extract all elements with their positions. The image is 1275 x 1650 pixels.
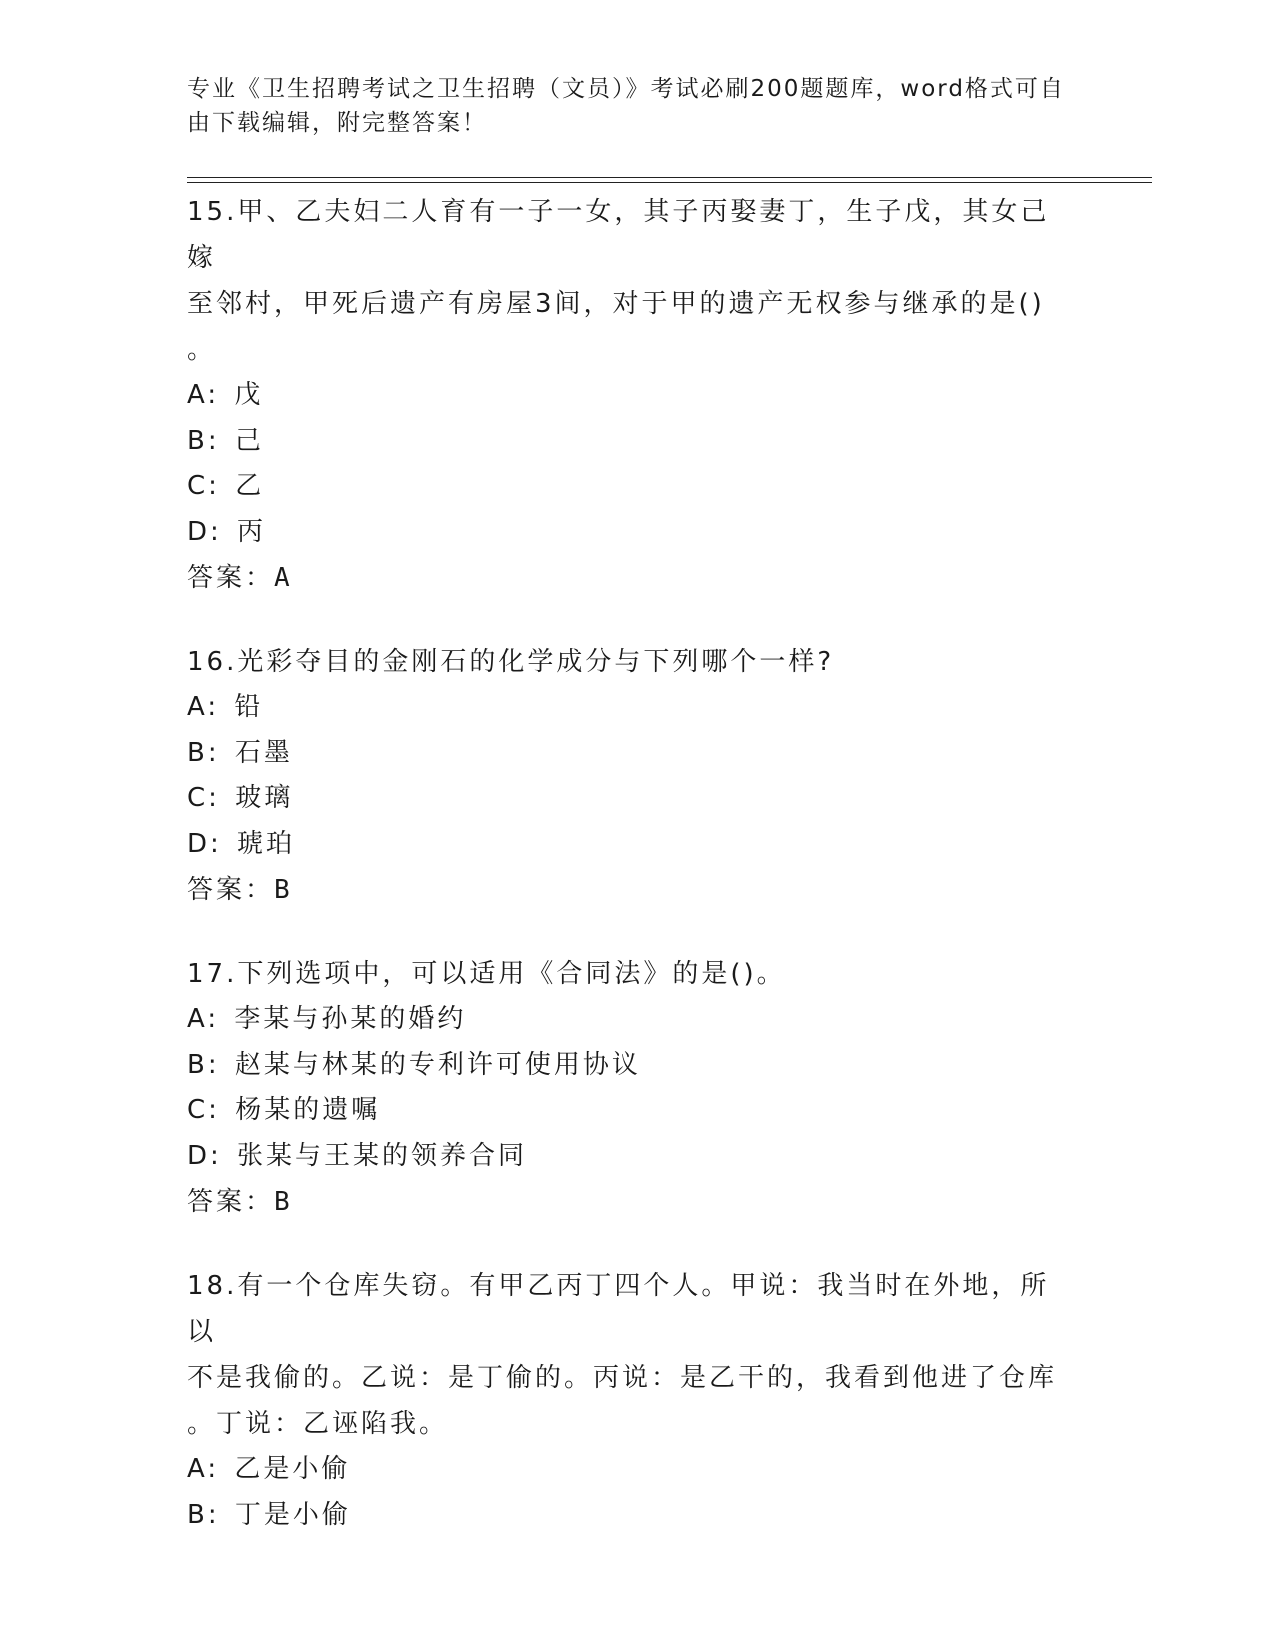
option-b — [187, 1043, 1077, 1089]
option-c — [187, 776, 1077, 822]
answer-line — [187, 1179, 1077, 1225]
answer-value: B — [274, 1187, 290, 1217]
question-stem-line: 至邻村，甲死后遗产有房屋3间，对于甲的遗产无权参与继承的是() — [187, 289, 1045, 319]
answer-line — [187, 867, 1077, 913]
question-stem-line: 17.下列选项中，可以适用《合同法》的是()。 — [187, 959, 786, 989]
option-text: 己 — [234, 425, 264, 456]
option-letter: D: — [187, 828, 222, 859]
option-letter: C: — [187, 1095, 220, 1125]
option-c — [187, 464, 1077, 510]
option-letter: D: — [187, 516, 222, 547]
option-letter: B: — [187, 1499, 220, 1530]
header-title: 专业《卫生招聘考试之卫生招聘（文员）》考试必刷200题题库，word格式可自由下载编辑，附完整答案！ — [187, 76, 1065, 136]
document-header — [187, 72, 1067, 140]
answer-label: 答案： — [187, 563, 275, 593]
question-stem-line: 不是我偷的。乙说：是丁偷的。丙说：是乙干的，我看到他进了仓库 — [187, 1363, 1058, 1393]
option-text: 乙 — [235, 471, 265, 501]
question-stem-line: 15.甲、乙夫妇二人育有一子一女，其子丙娶妻丁，生子戊，其女己嫁 — [187, 197, 1050, 273]
option-letter: D: — [187, 1140, 222, 1171]
question-16 — [187, 639, 1077, 913]
option-text: 铅 — [234, 692, 264, 722]
question-stem-line: 。丁说：乙诬陷我。 — [187, 1409, 449, 1439]
option-letter: A: — [187, 1454, 220, 1484]
option-text: 李某与孙某的婚约 — [234, 1004, 467, 1034]
option-letter: A: — [187, 1004, 220, 1034]
option-letter: B: — [187, 1049, 220, 1080]
option-letter: B: — [187, 425, 220, 456]
question-list — [187, 189, 1077, 1576]
question-17 — [187, 951, 1077, 1225]
answer-label: 答案： — [187, 1187, 275, 1217]
option-a — [187, 685, 1077, 731]
question-stem-line: 。 — [187, 335, 217, 365]
answer-line — [187, 555, 1077, 601]
option-d — [187, 510, 1077, 556]
option-b — [187, 731, 1077, 777]
answer-value: A — [274, 563, 290, 593]
option-letter: A: — [187, 692, 220, 722]
option-text: 丁是小偷 — [234, 1499, 351, 1530]
option-letter: C: — [187, 783, 220, 813]
header-rule-bottom — [187, 182, 1152, 183]
option-text: 戊 — [234, 380, 264, 410]
option-a — [187, 1447, 1077, 1493]
answer-value: B — [274, 875, 290, 905]
option-text: 赵某与林某的专利许可使用协议 — [234, 1049, 641, 1080]
option-text: 琥珀 — [237, 828, 296, 859]
option-d — [187, 822, 1077, 868]
question-stem-line: 16.光彩夺目的金刚石的化学成分与下列哪个一样? — [187, 647, 835, 677]
option-text: 石墨 — [234, 737, 293, 768]
option-d — [187, 1134, 1077, 1180]
question-stem-line: 18.有一个仓库失窃。有甲乙丙丁四个人。甲说：我当时在外地，所以 — [187, 1271, 1050, 1347]
option-letter: C: — [187, 471, 220, 501]
option-text: 张某与王某的领养合同 — [237, 1140, 528, 1171]
option-letter: A: — [187, 380, 220, 410]
answer-label: 答案： — [187, 875, 275, 905]
option-a — [187, 997, 1077, 1043]
option-c — [187, 1088, 1077, 1134]
option-text: 乙是小偷 — [234, 1454, 351, 1484]
question-18 — [187, 1263, 1077, 1538]
option-b — [187, 1493, 1077, 1539]
header-rule-top — [187, 177, 1152, 178]
option-a — [187, 373, 1077, 419]
option-text: 丙 — [237, 516, 267, 547]
option-letter: B: — [187, 737, 220, 768]
question-15 — [187, 189, 1077, 601]
option-b — [187, 419, 1077, 465]
option-text: 玻璃 — [235, 783, 294, 813]
option-text: 杨某的遗嘱 — [235, 1095, 381, 1125]
